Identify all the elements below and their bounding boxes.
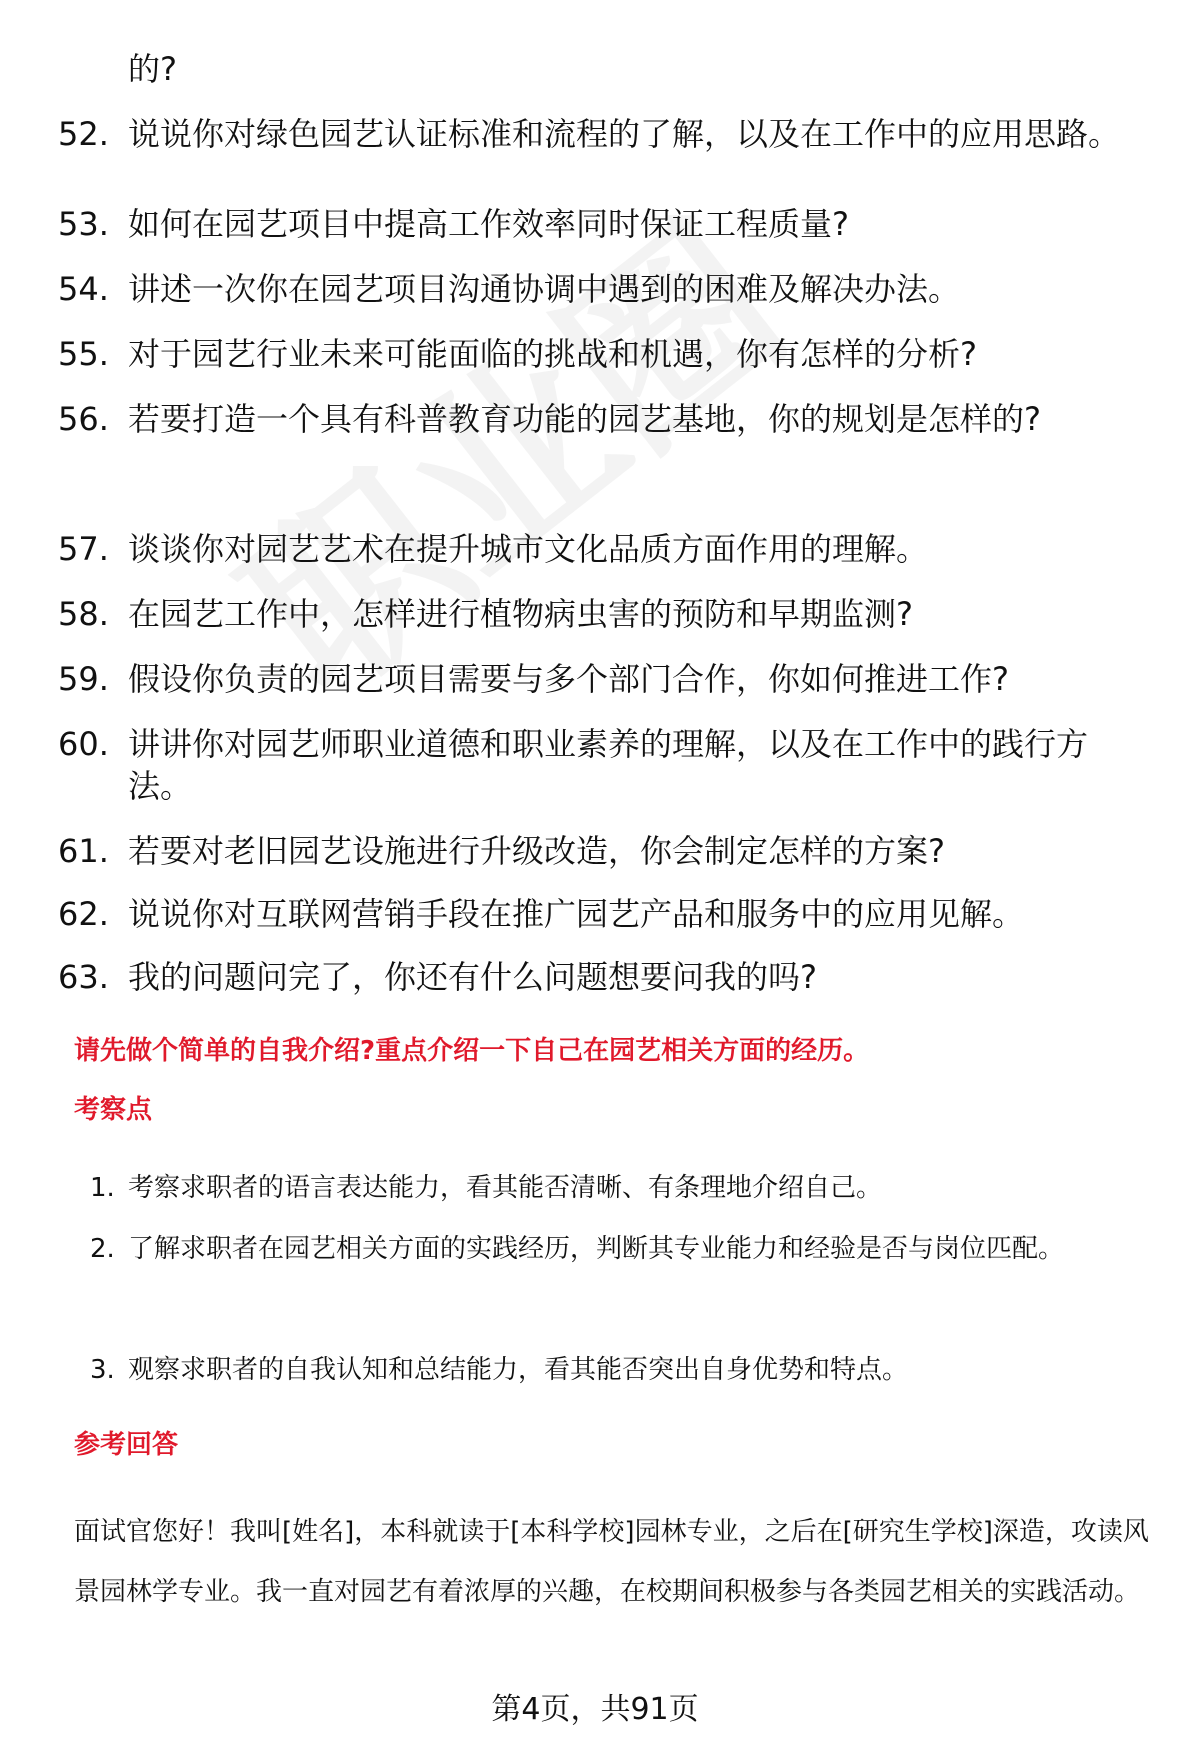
question-number: 53. <box>58 205 109 243</box>
question-text: 在园艺工作中，怎样进行植物病虫害的预防和早期监测? <box>128 595 913 633</box>
list-item-number: 3. <box>90 1355 115 1385</box>
question-text: 假设你负责的园艺项目需要与多个部门合作，你如何推进工作? <box>128 660 1009 698</box>
question-text: 讲讲你对园艺师职业道德和职业素养的理解，以及在工作中的践行方法。 <box>128 725 1089 805</box>
question-number: 52. <box>58 115 109 153</box>
question-number: 61. <box>58 832 109 870</box>
answer-title: 参考回答 <box>74 1430 179 1460</box>
question-text: 谈谈你对园艺艺术在提升城市文化品质方面作用的理解。 <box>128 530 929 568</box>
question-text: 对于园艺行业未来可能面临的挑战和机遇，你有怎样的分析? <box>128 335 977 373</box>
question-text: 若要打造一个具有科普教育功能的园艺基地，你的规划是怎样的? <box>128 400 1041 438</box>
list-item-number: 2. <box>90 1234 115 1264</box>
question-number: 57. <box>58 530 109 568</box>
list-item-number: 1. <box>90 1173 115 1203</box>
points-title: 考察点 <box>74 1095 153 1125</box>
list-item-text: 考察求职者的语言表达能力，看其能否清晰、有条理地介绍自己。 <box>128 1173 883 1203</box>
section-heading: 请先做个简单的自我介绍?重点介绍一下自己在园艺相关方面的经历。 <box>74 1036 870 1066</box>
question-text: 说说你对绿色园艺认证标准和流程的了解，以及在工作中的应用思路。 <box>128 115 1121 153</box>
question-text: 如何在园艺项目中提高工作效率同时保证工程质量? <box>128 205 849 243</box>
question-number: 54. <box>58 270 109 308</box>
question-number: 55. <box>58 335 109 373</box>
question-text: 讲述一次你在园艺项目沟通协调中遇到的困难及解决办法。 <box>128 270 961 308</box>
question-text: 我的问题问完了，你还有什么问题想要问我的吗? <box>128 958 817 996</box>
question-number: 59. <box>58 660 109 698</box>
question-text: 说说你对互联网营销手段在推广园艺产品和服务中的应用见解。 <box>128 895 1025 933</box>
list-item-text: 观察求职者的自我认知和总结能力，看其能否突出自身优势和特点。 <box>128 1355 909 1385</box>
question-text: 的? <box>128 50 177 88</box>
question-number: 62. <box>58 895 109 933</box>
question-text: 若要对老旧园艺设施进行升级改造，你会制定怎样的方案? <box>128 832 945 870</box>
question-number: 56. <box>58 400 109 438</box>
question-number: 58. <box>58 595 109 633</box>
list-item-text: 了解求职者在园艺相关方面的实践经历，判断其专业能力和经验是否与岗位匹配。 <box>128 1234 1065 1264</box>
answer-paragraph: 面试官您好！我叫[姓名]，本科就读于[本科学校]园林专业，之后在[研究生学校]深造，攻读风景园林学专业。我一直对园艺有着浓厚的兴趣，在校期间积极参与各类园艺相关的实践活动。 <box>74 1517 1149 1607</box>
question-number: 60. <box>58 725 109 763</box>
page-number: 第4页，共91页 <box>491 1692 699 1727</box>
question-number: 63. <box>58 958 109 996</box>
